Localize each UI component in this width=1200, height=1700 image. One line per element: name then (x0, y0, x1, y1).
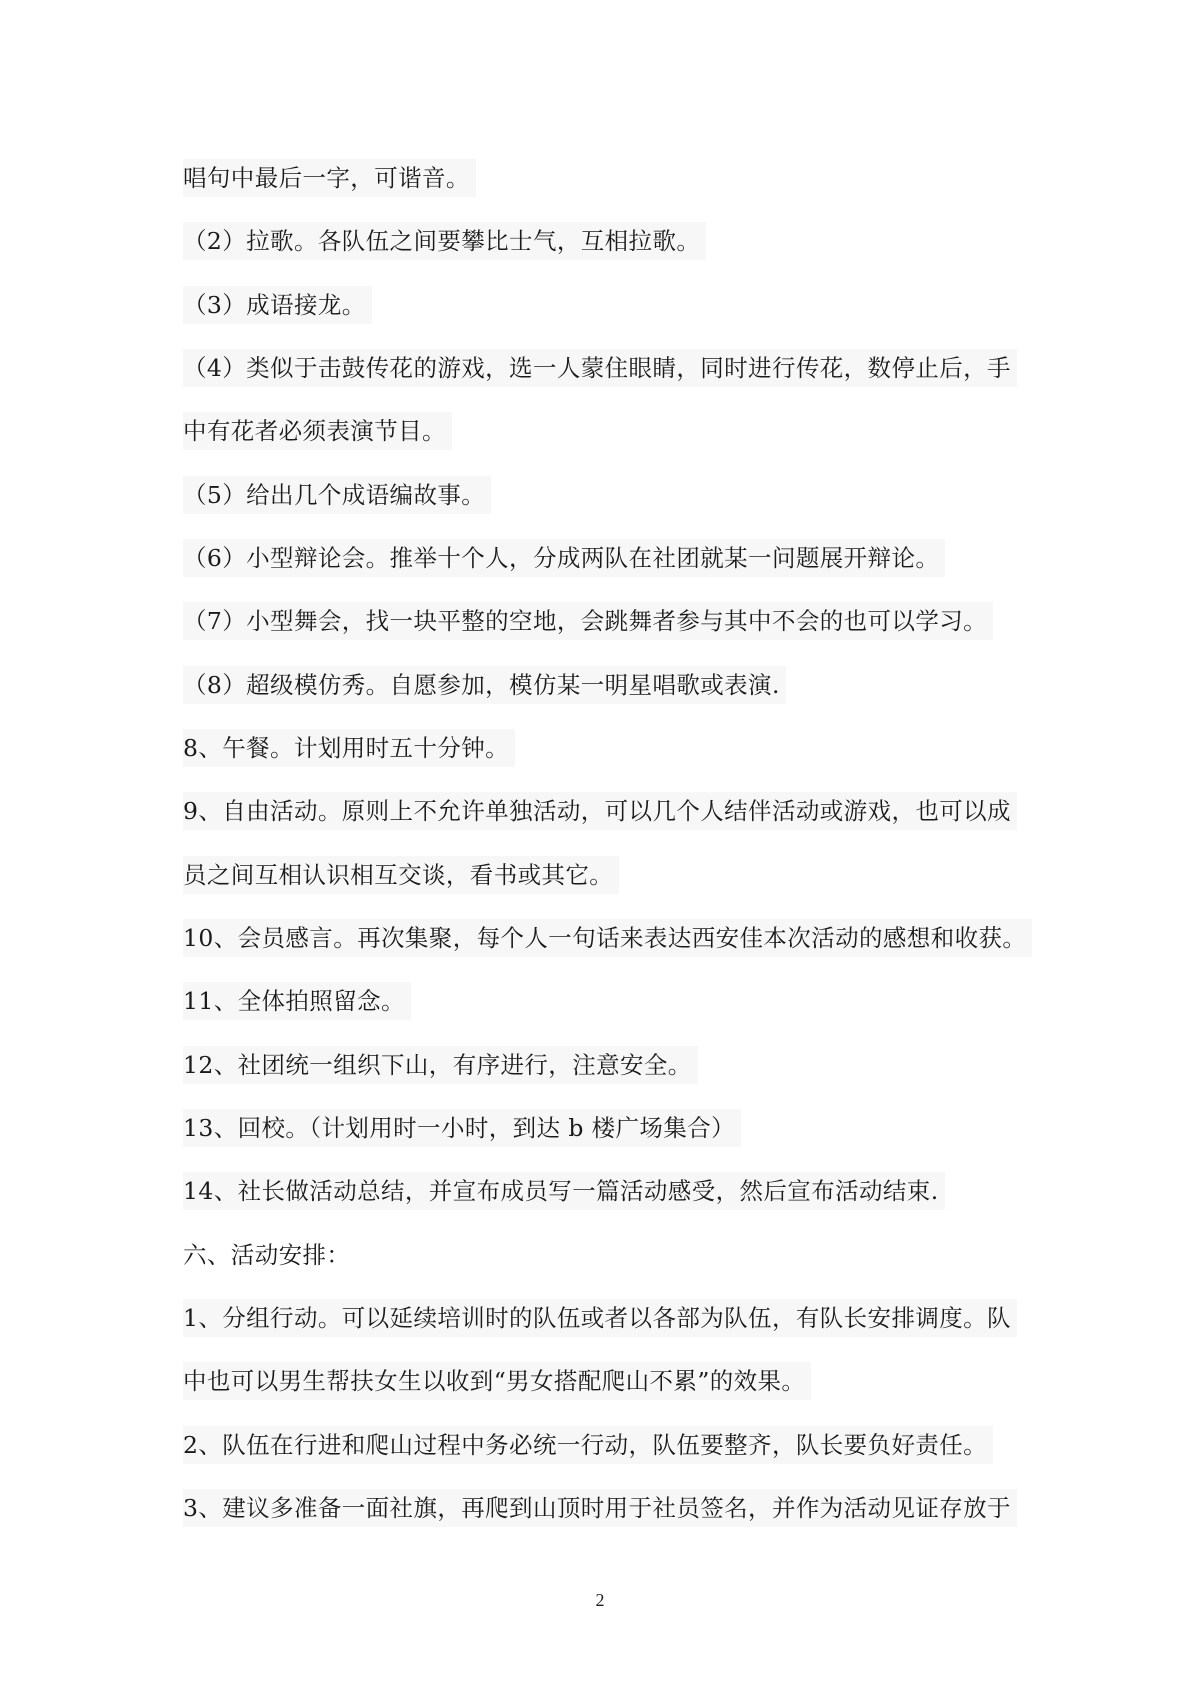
text-line: 3、建议多准备一面社旗，再爬到山顶时用于社员签名，并作为活动见证存放于 (183, 1489, 1017, 1527)
text-line: （8）超级模仿秀。自愿参加，模仿某一明星唱歌或表演. (183, 666, 786, 704)
section-heading: 六、活动安排： (183, 1241, 351, 1269)
text-line: 13、回校。（计划用时一小时，到达 b 楼广场集合） (183, 1109, 741, 1147)
text-line: 唱句中最后一字，可谐音。 (183, 159, 476, 197)
text-line: 8、午餐。计划用时五十分钟。 (183, 729, 515, 767)
text-line: 2、队伍在行进和爬山过程中务必统一行动，队伍要整齐，队长要负好责任。 (183, 1426, 993, 1464)
text-line: 12、社团统一组织下山，有序进行，注意安全。 (183, 1046, 698, 1084)
text-line: （6）小型辩论会。推举十个人，分成两队在社团就某一问题展开辩论。 (183, 539, 945, 577)
text-line: 中有花者必须表演节目。 (183, 412, 452, 450)
text-line: 14、社长做活动总结，并宣布成员写一篇活动感受，然后宣布活动结束. (183, 1172, 945, 1210)
text-line: 1、分组行动。可以延续培训时的队伍或者以各部为队伍，有队长安排调度。队 (183, 1299, 1017, 1337)
text-line: 中也可以男生帮扶女生以收到“男女搭配爬山不累”的效果。 (183, 1362, 811, 1400)
text-line: （7）小型舞会，找一块平整的空地，会跳舞者参与其中不会的也可以学习。 (183, 602, 993, 640)
text-line: 10、会员感言。再次集聚，每个人一句话来表达西安佳本次活动的感想和收获。 (183, 919, 1032, 957)
text-line: 11、全体拍照留念。 (183, 982, 411, 1020)
text-line: （2）拉歌。各队伍之间要攀比士气，互相拉歌。 (183, 222, 706, 260)
page-number: 2 (595, 1590, 605, 1610)
text-line: 9、自由活动。原则上不允许单独活动，可以几个人结伴活动或游戏，也可以成 (183, 792, 1017, 830)
text-line: （4）类似于击鼓传花的游戏，选一人蒙住眼睛，同时进行传花，数停止后，手 (183, 349, 1017, 387)
text-line: （3）成语接龙。 (183, 286, 372, 324)
text-line: 员之间互相认识相互交谈，看书或其它。 (183, 856, 619, 894)
text-line: （5）给出几个成语编故事。 (183, 476, 491, 514)
